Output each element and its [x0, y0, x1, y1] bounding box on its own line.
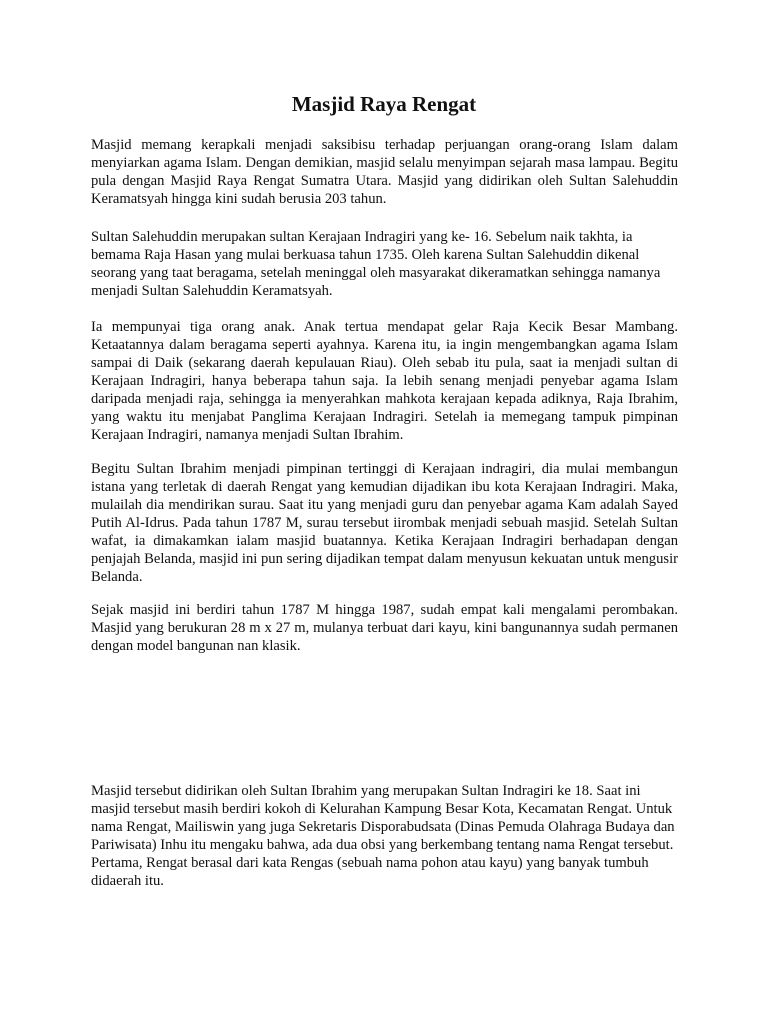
paragraph-sultan-ibrahim-origin: Ia mempunyai tiga orang anak. Anak tertua mendapat gelar Raja Kecik Besar Mambang. Ketaatannya dalam beragama seperti ayahnya. Karena itu, ia ingin mengembangkan agama Islam sampai di Daik (sekarang daerah kepulauan Riau). Oleh sebab itu pula, saat ia menjadi sultan di Kerajaan Indragiri, hanya beberapa tahun saja. Ia lebih senang menjadi penyebar agama Islam daripada menjadi raja, sehingga ia menyerahkan mahkota kerajaan kepada adiknya, Raja Ibrahim, yang waktu itu menjabat Panglima Kerajaan Indragiri. Setelah ia memegang tampuk pimpinan Kerajaan Indragiri, namanya menjadi Sultan Ibrahim.	[91, 319, 678, 443]
paragraph-rengat-name: Masjid tersebut didirikan oleh Sultan Ibrahim yang merupakan Sultan Indragiri ke 18. Saat ini masjid tersebut masih berdiri kokoh di Kelurahan Kampung Besar Kota, Kecamatan Rengat. Untuk nama Rengat, Mailiswin yang juga Sekretaris Disporabudsata (Dinas Pemuda Olahraga Budaya dan Pariwisata) Inhu itu mengaku bahwa, ada dua obsi yang berkembang tentang nama Rengat tersebut. Pertama, Rengat berasal dari kata Rengas (sebuah nama pohon atau kayu) yang banyak tumbuh didaerah itu.	[91, 783, 675, 889]
paragraph-sultan-salehuddin: Sultan Salehuddin merupakan sultan Kerajaan Indragiri yang ke- 16. Sebelum naik takhta, ia bemama Raja Hasan yang mulai berkuasa tahun 1735. Oleh karena Sultan Salehuddin dikenal seorang yang taat beragama, setelah meninggal oleh masyarakat dikeramatkan sehingga namanya menjadi Sultan Salehuddin Keramatsyah.	[91, 229, 661, 299]
document-title: Masjid Raya Rengat	[291, 92, 477, 116]
paragraph-renovations: Sejak masjid ini berdiri tahun 1787 M hingga 1987, sudah empat kali mengalami perombakan. Masjid yang berukuran 28 m x 27 m, mulanya terbuat dari kayu, kini bangunannya sudah permanen dengan model bangunan nan klasik.	[91, 602, 678, 654]
paragraph-intro: Masjid memang kerapkali menjadi saksibisu terhadap perjuangan orang-orang Islam dalam menyiarkan agama Islam. Dengan demikian, masjid selalu menyimpan sejarah masa lampau. Begitu pula dengan Masjid Raya Rengat Sumatra Utara. Masjid yang didirikan oleh Sultan Salehuddin Keramatsyah hingga kini sudah berusia 203 tahun.	[91, 137, 678, 207]
paragraph-mosque-founding: Begitu Sultan Ibrahim menjadi pimpinan tertinggi di Kerajaan indragiri, dia mulai membangun istana yang terletak di daerah Rengat yang kemudian dijadikan ibu kota Kerajaan Indragiri. Maka, mulailah dia mendirikan surau. Saat itu yang menjadi guru dan penyebar agama Kam adalah Sayed Putih Al-Idrus. Pada tahun 1787 M, surau tersebut iirombak menjadi sebuah masjid. Setelah Sultan wafat, ia dimakamkan ialam masjid buatannya. Ketika Kerajaan Indragiri berhadapan dengan penjajah Belanda, masjid ini pun sering dijadikan tempat dalam menyusun kekuatan untuk mengusir Belanda.	[91, 461, 678, 585]
